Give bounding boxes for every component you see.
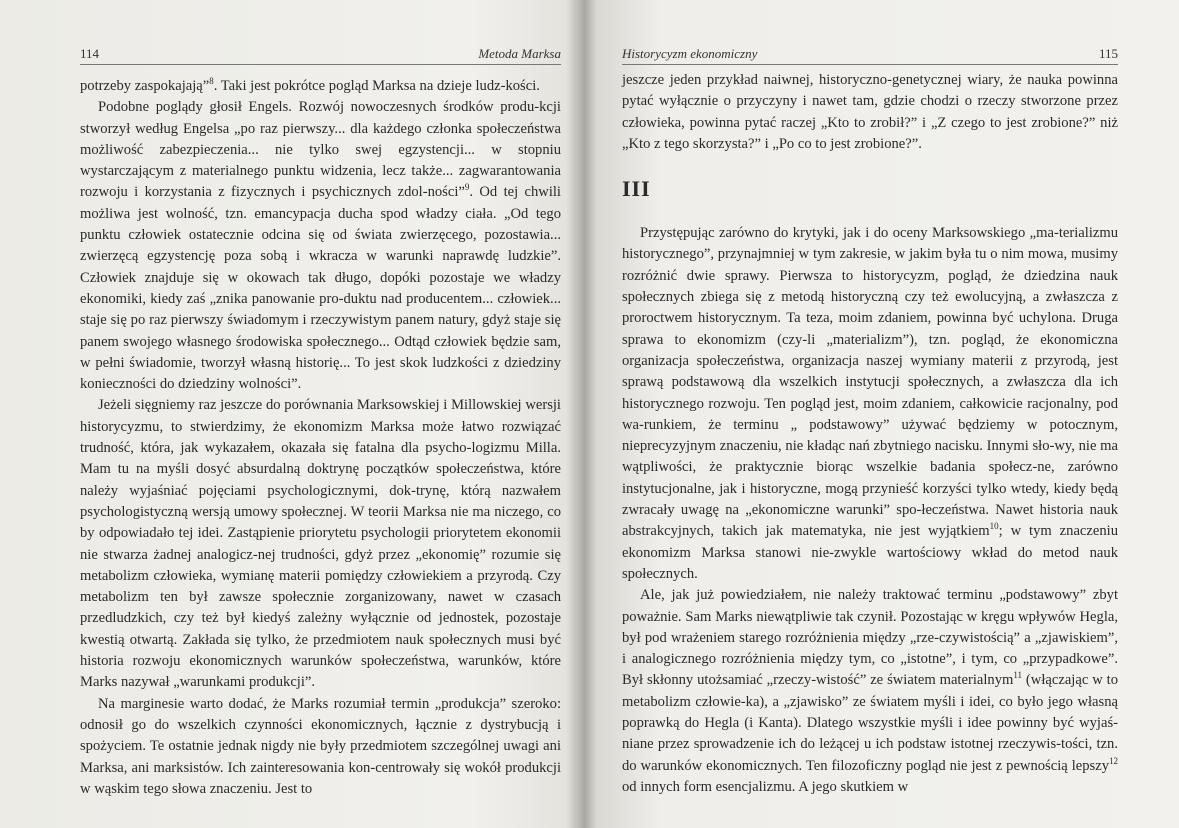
paragraph	[80, 694, 561, 800]
text-run: jeszcze jeden przykład naiwnej, historyczno-genetycznej wiary, że nauka powinna pytać wyłącznie o przyczyny i nawet tam, gdzie chodzi o rzeczy stworzone przez człowieka, powinna pytać raczej „Kto to zrobił?” i „Z czego to jest zrobione?” niż „Kto z tego skorzysta?” i „Po co to jest zrobione?”.	[622, 72, 1118, 152]
paragraph	[622, 223, 1118, 585]
paragraph	[622, 70, 1118, 155]
running-title: Metoda Marksa	[478, 46, 561, 61]
text-run: Przystępując zarówno do krytyki, jak i do oceny Marksowskiego „ma-terializmu historycznego”, przynajmniej w tym zakresie, w jakim była tu o nim mowa, musimy rozróżnić dwie sprawy. Pierwsza to historycyzm, pogląd, że dziedzina nauk społecznych zbiega się z metodą historyczną czy też ewolucyjną, a zwłaszcza z proroctwem historycznym. Ta teza, moim zdaniem, powinna być uchylona. Druga sprawa to ekonomizm (czy-li „materializm”), tzn. pogląd, że ekonomiczna organizacja społeczeństwa, organizacja naszej wymiany materii z przyrodą, jest sprawą podstawową dla wszelkich instytucji społecznych, a zwłaszcza dla ich historycznego rozwoju. Ten pogląd jest, moim zdaniem, całkowicie racjonalny, pod wa-runkiem, że terminu „ podstawowy” używać będziemy w potocznym, nieprecyzyjnym znaczeniu, nie kładąc nań zbytniego nacisku. Innymi sło-wy, nie ma wątpliwości, że praktycznie biorąc wszelkie badania społecz-ne, zarówno instytucjonalne, jak i historyczne, mogą przynieść korzyści tylko wtedy, kiedy będą zwracały uwagę na „ekonomiczne warunki” spo-łeczeństwa. Nawet historia nauk abstrakcyjnych, takich jak matematyka, nie jest wyjątkiem	[622, 225, 1118, 540]
text-run: Podobne poglądy głosił Engels. Rozwój nowoczesnych środków produ-kcji stworzył według Engelsa „po raz pierwszy... dla każdego członka społeczeństwa możliwość zabezpieczenia... nie tylko swej egzystencji... w stopniu wystarczającym z materialnego punktu widzenia, lecz także... zagwarantowania rozwoju i korzystania z fizycznych i psychicznych zdol-ności”	[80, 99, 561, 201]
paragraph-group-after-heading	[622, 223, 1118, 798]
text-run: . Taki jest pokrótce pogląd Marksa na dzieje ludz-kości.	[213, 78, 540, 94]
body-text	[80, 76, 561, 800]
section-heading: III	[622, 176, 651, 202]
header-rule	[80, 64, 561, 65]
text-run: potrzeby zaspokajają”	[80, 78, 210, 94]
text-run: Ale, jak już powiedziałem, nie należy traktować terminu „podstawowy” zbyt poważnie. Sam Marks niewątpliwie tak czynił. Pozostając w kręgu wpływów Hegla, był pod wrażeniem starego rozróżnienia między „rze-czywistością” a „zjawiskiem”, i analogicznego rozróżnienia między tym, co „istotne”, i tym, co „przypadkowe”. Był skłonny utożsamiać „rzeczy-wistość” ze światem materialnym	[622, 587, 1118, 689]
body-text	[622, 70, 1118, 798]
paragraph	[80, 395, 561, 693]
left-page	[40, 0, 575, 828]
header-rule	[622, 64, 1118, 65]
footnote-marker[interactable]: 8	[209, 76, 214, 87]
text-run: ; w tym znaczeniu ekonomizm Marksa stanowi nie-zwykle wartościowy wkład do metod nauk społecznych.	[622, 523, 1118, 582]
text-run: . Od tej chwili możliwa jest wolność, tzn. emancypacja ducha spod władzy ciała. „Od tego punktu człowiek ostatecznie odcina się od świata zwierzęcego, pozostawia... zwierzęcą egzystencję poza sobą i wkracza w warunki naprawdę ludzkie”. Człowiek znajduje się w okowach tak długo, dopóki pozostaje we władzy ekonomiki, kiedy zaś „znika panowanie pro-duktu nad producentem... człowiek... staje się po raz pierwszy świadomym i rzeczywistym panem natury, gdyż staje się panem swojego własnego środowiska społecznego... Odtąd człowiek będzie sam, w pełni świadomie, tworzył własną historię... To jest skok ludzkości z dziedziny konieczności do dziedziny wolności”.	[80, 184, 561, 393]
paragraph-group-before-heading	[622, 70, 1118, 155]
paragraph	[622, 585, 1118, 798]
footnote-marker[interactable]: 9	[464, 182, 470, 193]
text-run: (włączając w to metabolizm człowie-ka), a „zjawisko” ze światem myśli i idei, co było jego własną poprawką do Hegla (i Kanta). Dlatego wszystkie myśli i idee powinny być wyjaś-niane przez sprowadzenie ich do leżącej u ich podstaw istotnej rzeczywis-tości, tzn. do warunków ekonomicznych. Ten filozoficzny pogląd nie jest z pewnością lepszy	[622, 672, 1118, 774]
footnote-marker[interactable]: 11	[1013, 670, 1023, 681]
text-run: Na marginesie warto dodać, że Marks rozumiał termin „produkcja” szeroko: odnosił go do wszelkich czynności ekonomicznych, łącznie z dystrybucją i spożyciem. Te ostatnie jednak nigdy nie były przedmiotem szczególnej uwagi ani Marksa, ani marksistów. Ich zainteresowania kon-centrowały się wokół produkcji w wąskim tego słowa znaczeniu. Jest to	[80, 695, 561, 797]
page-number: 114	[80, 46, 100, 61]
text-run: od innych form esencjalizmu. A jego skutkiem w	[622, 778, 909, 795]
text-run: Jeżeli sięgniemy raz jeszcze do porównania Marksowskiej i Millowskiej wersji historycyzmu, to stwierdzimy, że ekonomizm Marksa może łatwo rozwiązać trudność, która, jak wykazałem, okazała się fatalna dla psycho-logizmu Milla. Mam tu na myśli dosyć absurdalną doktrynę początków społeczeństwa, które należy wyjaśniać pojęciami psychologicznymi, dok-trynę, którą nazwałem psychologistyczną wersją umowy społecznej. W teorii Marksa nie ma niczego, co by odpowiadało tej idei. Zastąpienie priorytetu psychologii priorytetem ekonomii nie stwarza żadnej analogicz-nej trudności, gdyż przez „ekonomię” rozumie się metabolizm człowieka, wymianę materii pomiędzy człowiekiem a przyrodą. Czy metabolizm ten był zawsze społecznie zorganizowany, nawet w czasach przedludzkich, czy też był kiedyś zależny wyłącznie od jednostek, pozostaje kwestią otwartą. Zakłada się tylko, że przedmiotem nauk społecznych musi być historia rozwoju ekonomicznych warunków społeczeństwa, warunków, które Marks nazywał „warunkami produkcji”.	[80, 397, 561, 691]
paragraph	[80, 76, 561, 97]
paragraph	[80, 97, 561, 395]
footnote-marker[interactable]: 10	[989, 521, 999, 532]
footnote-marker[interactable]: 12	[1109, 755, 1118, 766]
page-number: 115	[1098, 46, 1118, 61]
running-title: Historycyzm ekonomiczny	[622, 46, 758, 61]
right-page	[604, 0, 1144, 828]
